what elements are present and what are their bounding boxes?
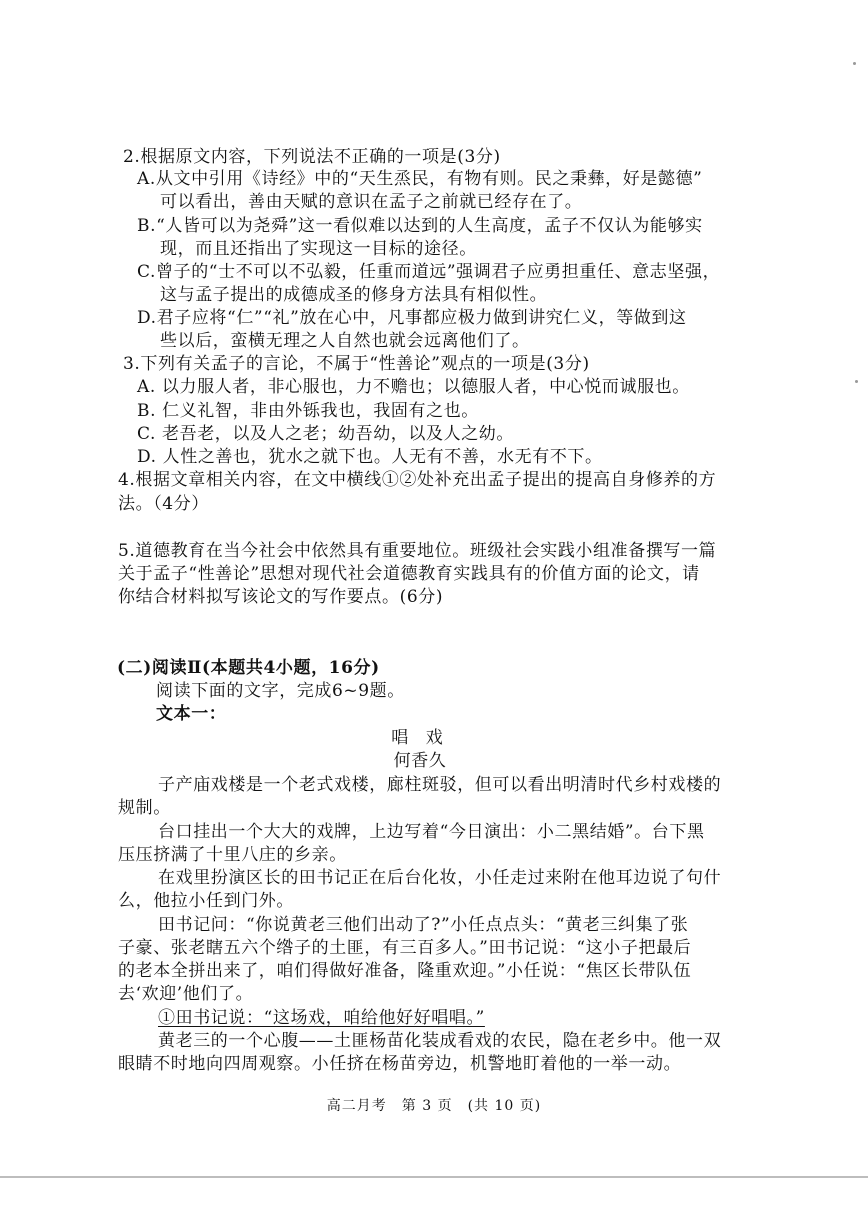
q2-option-d-line1: D.君子应将“仁”“礼”放在心中，凡事都应极力做到讲究仁义，等做到这 xyxy=(137,308,687,328)
scan-speck xyxy=(855,380,858,383)
q2-option-c-line2: 这与孟子提出的成德成圣的修身方法具有相似性。 xyxy=(160,285,548,305)
paragraph-4-line4: 去‘欢迎’他们了。 xyxy=(118,984,254,1004)
paragraph-6-line2: 眼睛不时地向四周观察。小任挤在杨苗旁边，机警地盯着他的一举一动。 xyxy=(118,1054,682,1074)
paragraph-4-line2: 子豪、张老瞎五六个绺子的土匪，有三百多人。”田书记说：“这小子把最后 xyxy=(118,938,692,958)
q5-line2: 关于孟子“性善论”思想对现代社会道德教育实践具有的价值方面的论文，请 xyxy=(118,564,700,584)
paragraph-4-line3: 的老本全拼出来了，咱们得做好准备，隆重欢迎。”小任说：“焦区长带队伍 xyxy=(118,961,692,981)
paragraph-2-line1: 台口挂出一个大大的戏牌，上边写着“今日演出：小二黑结婚”。台下黑 xyxy=(158,822,705,842)
q2-option-b-line1: B.“人皆可以为尧舜”这一看似难以达到的人生高度，孟子不仅认为能够实 xyxy=(137,216,703,236)
q3-option-a: A. 以力服人者，非心服也，力不赡也；以德服人者，中心悦而诚服也。 xyxy=(137,377,690,397)
q5-line1: 5.道德教育在当今社会中依然具有重要地位。班级社会实践小组准备撰写一篇 xyxy=(118,541,717,561)
paragraph-6-line1: 黄老三的一个心腹——土匪杨苗化装成看戏的农民，隐在老乡中。他一双 xyxy=(158,1031,722,1051)
q3-option-d: D. 人性之善也，犹水之就下也。人无有不善，水无有不下。 xyxy=(137,447,603,467)
paragraph-4-line1: 田书记问：“你说黄老三他们出动了?”小任点点头：“黄老三纠集了张 xyxy=(158,915,689,935)
q2-option-d-line2: 些以后，蛮横无理之人自然也就会远离他们了。 xyxy=(160,331,530,351)
q4-line1: 4.根据文章相关内容，在文中横线①②处补充出孟子提出的提高自身修养的方 xyxy=(118,470,717,490)
q2-option-b-line2: 现，而且还指出了实现这一目标的途径。 xyxy=(160,239,477,259)
paragraph-3-line2: 么，他拉小任到门外。 xyxy=(118,891,294,911)
q4-line2: 法。（4分） xyxy=(118,494,209,514)
page-footer: 高二月考 第 3 页 (共 10 页) xyxy=(326,1098,542,1114)
q3-option-c: C. 老吾老，以及人之老；幼吾幼，以及人之幼。 xyxy=(137,424,515,444)
paragraph-3-line1: 在戏里扮演区长的田书记正在后台化妆，小任走过来附在他耳边说了句什 xyxy=(158,868,722,888)
paragraph-1-line1: 子产庙戏楼是一个老式戏楼，廊柱斑驳，但可以看出明清时代乡村戏楼的 xyxy=(158,775,722,795)
q2-option-a-line1: A.从文中引用《诗经》中的“天生烝民，有物有则。民之秉彝，好是懿德” xyxy=(137,169,703,189)
paragraph-1-line2: 规制。 xyxy=(118,798,171,818)
q2-stem: 2.根据原文内容，下列说法不正确的一项是(3分) xyxy=(123,147,501,167)
q2-option-c-line1: C.曾子的“士不可以不弘毅，任重而道远”强调君子应勇担重任、意志坚强， xyxy=(137,262,721,282)
story-title: 唱 戏 xyxy=(391,728,449,748)
underlined-sentence-1: ①田书记说：“这场戏，咱给他好好唱唱。” xyxy=(158,1008,485,1028)
section2-heading: (二)阅读Ⅱ(本题共4小题，16分) xyxy=(117,658,380,678)
section2-instruction: 阅读下面的文字，完成6~9题。 xyxy=(156,681,405,701)
paragraph-2-line2: 压压挤满了十里八庄的乡亲。 xyxy=(118,845,347,865)
text-label: 文本一： xyxy=(156,704,227,724)
scan-speck xyxy=(853,62,856,65)
q2-option-a-line2: 可以看出，善由天赋的意识在孟子之前就已经存在了。 xyxy=(160,192,583,212)
q3-option-b: B. 仁义礼智，非由外铄我也，我固有之也。 xyxy=(137,401,479,421)
story-author: 何香久 xyxy=(393,751,447,771)
scan-edge-line xyxy=(0,1176,868,1178)
q3-stem: 3.下列有关孟子的言论，不属于“性善论”观点的一项是(3分) xyxy=(123,354,590,374)
q5-line3: 你结合材料拟写该论文的写作要点。(6分) xyxy=(118,587,444,607)
